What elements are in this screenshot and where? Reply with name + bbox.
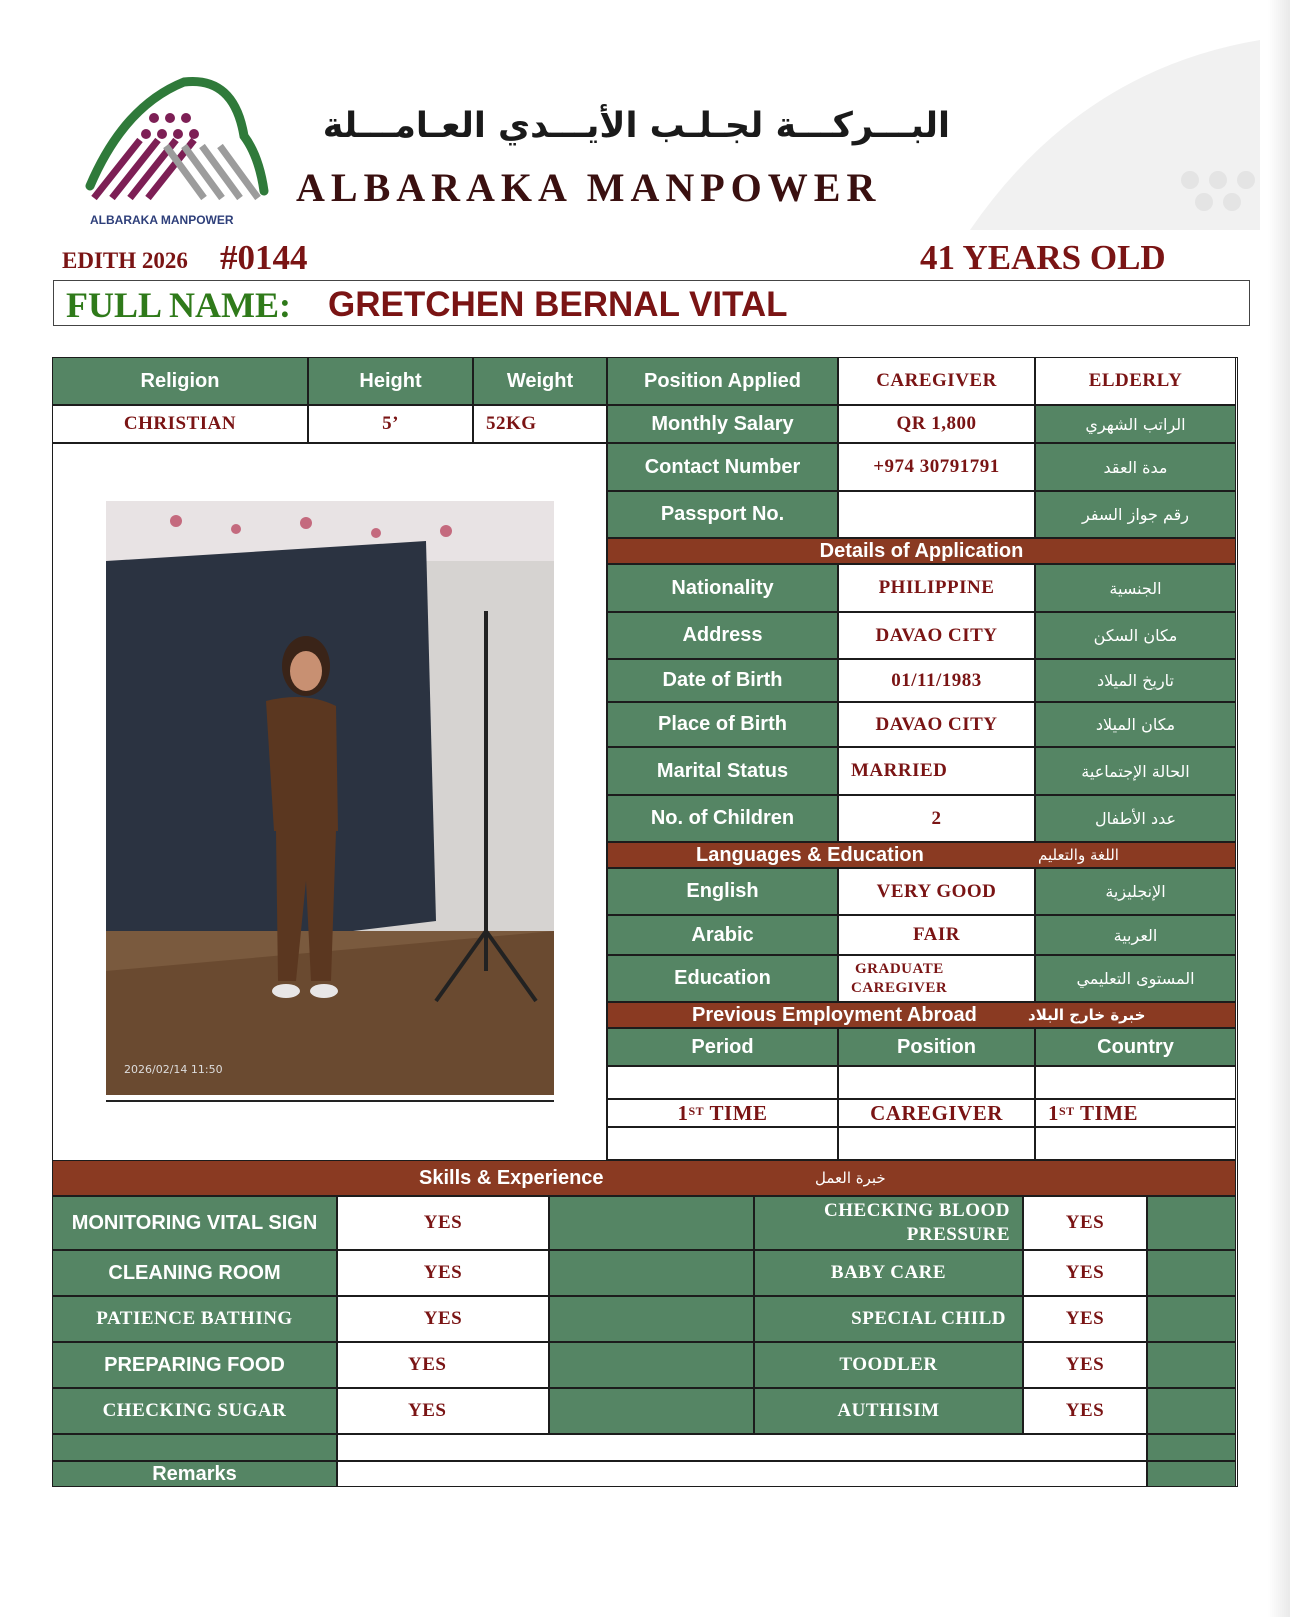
age: 41 YEARS OLD [920,238,1166,277]
skill-end-5 [1147,1388,1236,1434]
employment-empty-position-2 [838,1127,1035,1160]
skill-right-value-5: YES [1023,1388,1147,1434]
languages-title: Languages & Education [696,843,924,866]
date-of-birth-arabic: تاريخ الميلاد [1035,659,1236,702]
height-value: 5’ [308,405,473,443]
remarks-blank-label [52,1434,337,1461]
employment-country-rest: TIME [1074,1100,1139,1125]
english-label: English [607,868,838,915]
skill-right-value-3: YES [1023,1296,1147,1342]
skill-end-3 [1147,1296,1236,1342]
remarks-label: Remarks [52,1461,337,1487]
religion-label: Religion [52,357,308,405]
photo-panel-divider [52,443,607,444]
education-line-1: GRADUATE [855,960,944,977]
employment-period-rest: TIME [704,1100,768,1125]
employment-period-number: 1 [677,1100,689,1125]
employment-period [607,1099,838,1127]
english-arabic: الإنجليزية [1035,868,1236,915]
nationality-value: PHILIPPINE [838,564,1035,612]
employment-title-bar [607,1002,1236,1028]
skill-right-label-1: CHECKING BLOOD PRESSURE [754,1196,1023,1250]
remarks-value [337,1461,1147,1487]
reference-number: #0144 [220,238,308,277]
remarks-end [1147,1461,1236,1487]
logo-caption: ALBARAKA MANPOWER [90,213,234,227]
contact-number-label: Contact Number [607,443,838,491]
marital-status-arabic: الحالة الإجتماعية [1035,747,1236,795]
details-title: Details of Application [607,538,1236,564]
monthly-salary-value: QR 1,800 [838,405,1035,443]
arabic-arabic: العربية [1035,915,1236,955]
remarks-blank-end [1147,1434,1236,1461]
employment-country [1035,1099,1236,1127]
remarks-blank-value [337,1434,1147,1461]
address-value: DAVAO CITY [838,612,1035,659]
skill-right-label-3: SPECIAL CHILD [754,1296,1023,1342]
skill-label-3: PATIENCE BATHING [52,1296,337,1342]
skill-right-label-2: BABY CARE [754,1250,1023,1296]
skill-value-1: YES [337,1196,549,1250]
full-name: GRETCHEN BERNAL VITAL [328,285,788,324]
education-line-2: CAREGIVER [851,979,948,996]
nationality-label: Nationality [607,564,838,612]
marital-status-label: Marital Status [607,747,838,795]
monthly-salary-arabic: الراتب الشهري [1035,405,1236,443]
languages-title-arabic: اللغة والتعليم [1038,846,1119,864]
arabic-label: Arabic [607,915,838,955]
skills-title: Skills & Experience [419,1166,604,1189]
passport-arabic: رقم جواز السفر [1035,491,1236,538]
children-value: 2 [838,795,1035,842]
employment-title-arabic: خبرة خارج البلاد [1028,1006,1146,1024]
left-panel-right-border [606,443,607,1161]
english-value: VERY GOOD [838,868,1035,915]
page-edge-shadow [1268,0,1290,1617]
employment-position: CAREGIVER [838,1099,1035,1127]
applicant-photo [106,501,554,1095]
date-of-birth-value: 01/11/1983 [838,659,1035,702]
edition: EDITH 2026 [62,248,188,273]
position-applied-value-1: CAREGIVER [838,357,1035,405]
employment-empty-period-1 [607,1066,838,1099]
skills-title-bar [52,1160,1236,1196]
skill-right-label-4: TOODLER [754,1342,1023,1388]
monthly-salary-label: Monthly Salary [607,405,838,443]
skill-label-2: CLEANING ROOM [52,1250,337,1296]
contact-number-value: +974 30791791 [838,443,1035,491]
full-name-label: FULL NAME: [66,285,291,325]
skill-value-5: YES [337,1388,549,1434]
address-arabic: مكان السكن [1035,612,1236,659]
employment-period-suffix: ST [688,1103,705,1118]
skill-spacer-2 [549,1250,754,1296]
skill-right-label-5: AUTHISIM [754,1388,1023,1434]
skill-end-1 [1147,1196,1236,1250]
skill-end-2 [1147,1250,1236,1296]
children-arabic: عدد الأطفال [1035,795,1236,842]
skill-spacer-1 [549,1196,754,1250]
position-applied-value-2: ELDERLY [1035,357,1236,405]
skill-right-value-4: YES [1023,1342,1147,1388]
position-applied-label: Position Applied [607,357,838,405]
company-english-name: ALBARAKA MANPOWER [296,165,882,210]
company-arabic-name: البـــركـــة لجـلـب الأيـــدي العـامـــلة [322,106,950,146]
position-header: Position [838,1028,1035,1066]
weight-label: Weight [473,357,607,405]
skill-end-4 [1147,1342,1236,1388]
skill-spacer-4 [549,1342,754,1388]
education-label: Education [607,955,838,1002]
employment-country-suffix: ST [1059,1103,1075,1118]
country-header: Country [1035,1028,1236,1066]
passport-label: Passport No. [607,491,838,538]
height-label: Height [308,357,473,405]
address-label: Address [607,612,838,659]
skill-value-2: YES [337,1250,549,1296]
skills-title-arabic: خبرة العمل [815,1169,886,1187]
skill-value-3: YES [337,1296,549,1342]
watermark-logo [960,30,1280,240]
date-of-birth-label: Date of Birth [607,659,838,702]
employment-title: Previous Employment Abroad [692,1003,977,1026]
skill-label-5: CHECKING SUGAR [52,1388,337,1434]
photo-underline [106,1100,554,1102]
nationality-arabic: الجنسية [1035,564,1236,612]
weight-value: 52KG [473,405,607,443]
marital-status-value: MARRIED [838,747,1035,795]
religion-value: CHRISTIAN [52,405,308,443]
employment-empty-position-1 [838,1066,1035,1099]
company-logo [84,76,274,216]
languages-title-bar [607,842,1236,868]
skill-right-value-1: YES [1023,1196,1147,1250]
photo-timestamp: 2026/02/14 11:50 [124,1063,223,1076]
employment-empty-country-2 [1035,1127,1236,1160]
employment-empty-period-2 [607,1127,838,1160]
contact-number-arabic: مدة العقد [1035,443,1236,491]
children-label: No. of Children [607,795,838,842]
skill-label-4: PREPARING FOOD [52,1342,337,1388]
skill-value-4: YES [337,1342,549,1388]
skill-right-value-2: YES [1023,1250,1147,1296]
education-arabic: المستوى التعليمي [1035,955,1236,1002]
passport-value [838,491,1035,538]
place-of-birth-label: Place of Birth [607,702,838,747]
period-header: Period [607,1028,838,1066]
place-of-birth-value: DAVAO CITY [838,702,1035,747]
employment-empty-country-1 [1035,1066,1236,1099]
arabic-value: FAIR [838,915,1035,955]
skill-spacer-3 [549,1296,754,1342]
skill-label-1: MONITORING VITAL SIGN [52,1196,337,1250]
skill-spacer-5 [549,1388,754,1434]
education-value [838,955,1035,1002]
employment-country-number: 1 [1048,1100,1059,1125]
place-of-birth-arabic: مكان الميلاد [1035,702,1236,747]
